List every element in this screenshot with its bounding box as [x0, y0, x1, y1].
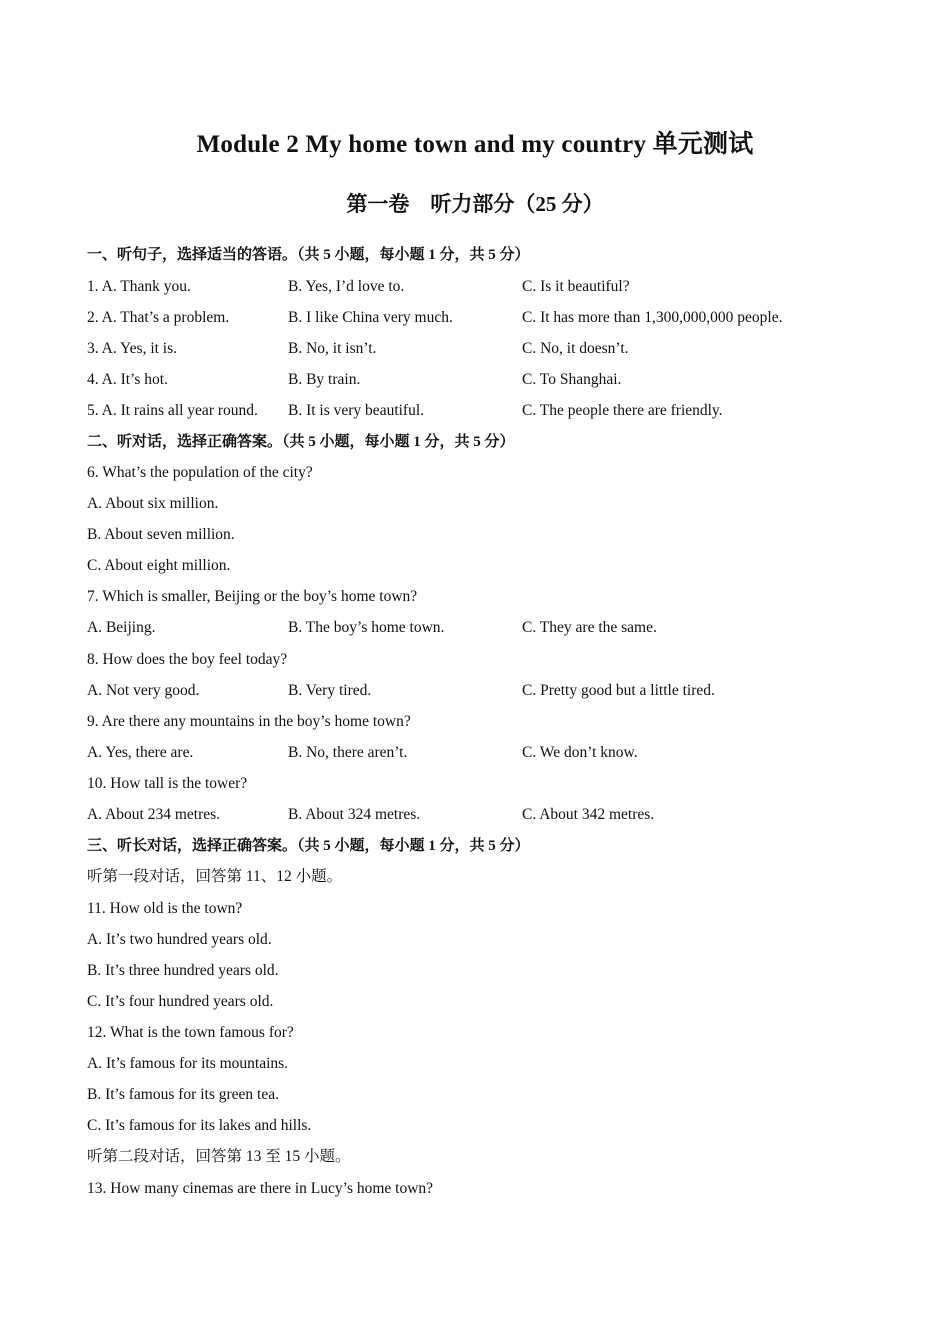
- option-b: B. No, it isn’t.: [288, 340, 377, 357]
- option-a: 3. A. Yes, it is.: [87, 340, 178, 357]
- option-c: C. About 342 metres.: [522, 806, 655, 823]
- option-c: C. The people there are friendly.: [522, 402, 723, 419]
- option-b: B. About 324 metres.: [288, 806, 421, 823]
- option-b: B. Very tired.: [288, 682, 372, 699]
- q11-option-c: C. It’s four hundred years old.: [87, 993, 274, 1010]
- q12-option-b: B. It’s famous for its green tea.: [87, 1086, 279, 1103]
- dialogue-2-instruction: 听第二段对话，回答第 13 至 15 小题。: [87, 1148, 351, 1165]
- question-8: 8. How does the boy feel today?: [87, 651, 288, 668]
- section-1-heading: 一、听句子，选择适当的答语。（共 5 小题，每小题 1 分，共 5 分）: [87, 247, 530, 263]
- question-7: 7. Which is smaller, Beijing or the boy’s home town?: [87, 588, 418, 605]
- question-12: 12. What is the town famous for?: [87, 1024, 294, 1041]
- page-title: Module 2 My home town and my country 单元测试: [196, 131, 754, 158]
- question-13: 13. How many cinemas are there in Lucy’s home town?: [87, 1180, 434, 1197]
- option-a: A. Beijing.: [87, 619, 156, 636]
- option-a: 1. A. Thank you.: [87, 278, 191, 295]
- option-a: 4. A. It’s hot.: [87, 371, 168, 388]
- option-a: 2. A. That’s a problem.: [87, 309, 230, 326]
- option-a: A. About 234 metres.: [87, 806, 221, 823]
- q6-option-a: A. About six million.: [87, 495, 219, 512]
- option-b: B. No, there aren’t.: [288, 744, 408, 761]
- q11-option-a: A. It’s two hundred years old.: [87, 931, 272, 948]
- option-c: C. No, it doesn’t.: [522, 340, 629, 357]
- question-10: 10. How tall is the tower?: [87, 775, 248, 792]
- option-a: 5. A. It rains all year round.: [87, 402, 258, 419]
- option-c: C. Pretty good but a little tired.: [522, 682, 715, 699]
- page-subtitle: 第一卷 听力部分（25 分）: [346, 192, 604, 216]
- question-6: 6. What’s the population of the city?: [87, 464, 313, 481]
- q6-option-c: C. About eight million.: [87, 557, 231, 574]
- option-c: C. Is it beautiful?: [522, 278, 630, 295]
- option-b: B. Yes, I’d love to.: [288, 278, 405, 295]
- option-b: B. It is very beautiful.: [288, 402, 425, 419]
- option-a: A. Yes, there are.: [87, 744, 194, 761]
- question-9: 9. Are there any mountains in the boy’s home town?: [87, 713, 411, 730]
- q12-option-a: A. It’s famous for its mountains.: [87, 1055, 289, 1072]
- option-c: C. To Shanghai.: [522, 371, 622, 388]
- q11-option-b: B. It’s three hundred years old.: [87, 962, 279, 979]
- q12-option-c: C. It’s famous for its lakes and hills.: [87, 1117, 312, 1134]
- dialogue-1-instruction: 听第一段对话，回答第 11、12 小题。: [87, 868, 343, 885]
- question-11: 11. How old is the town?: [87, 900, 243, 917]
- option-c: C. They are the same.: [522, 619, 657, 636]
- option-b: B. The boy’s home town.: [288, 619, 445, 636]
- option-c: C. It has more than 1,300,000,000 people.: [522, 309, 783, 326]
- option-a: A. Not very good.: [87, 682, 200, 699]
- option-c: C. We don’t know.: [522, 744, 638, 761]
- option-b: B. By train.: [288, 371, 361, 388]
- q6-option-b: B. About seven million.: [87, 526, 235, 543]
- option-b: B. I like China very much.: [288, 309, 453, 326]
- section-3-heading: 三、听长对话，选择正确答案。（共 5 小题，每小题 1 分，共 5 分）: [87, 838, 530, 854]
- section-2-heading: 二、听对话，选择正确答案。（共 5 小题，每小题 1 分，共 5 分）: [87, 434, 515, 450]
